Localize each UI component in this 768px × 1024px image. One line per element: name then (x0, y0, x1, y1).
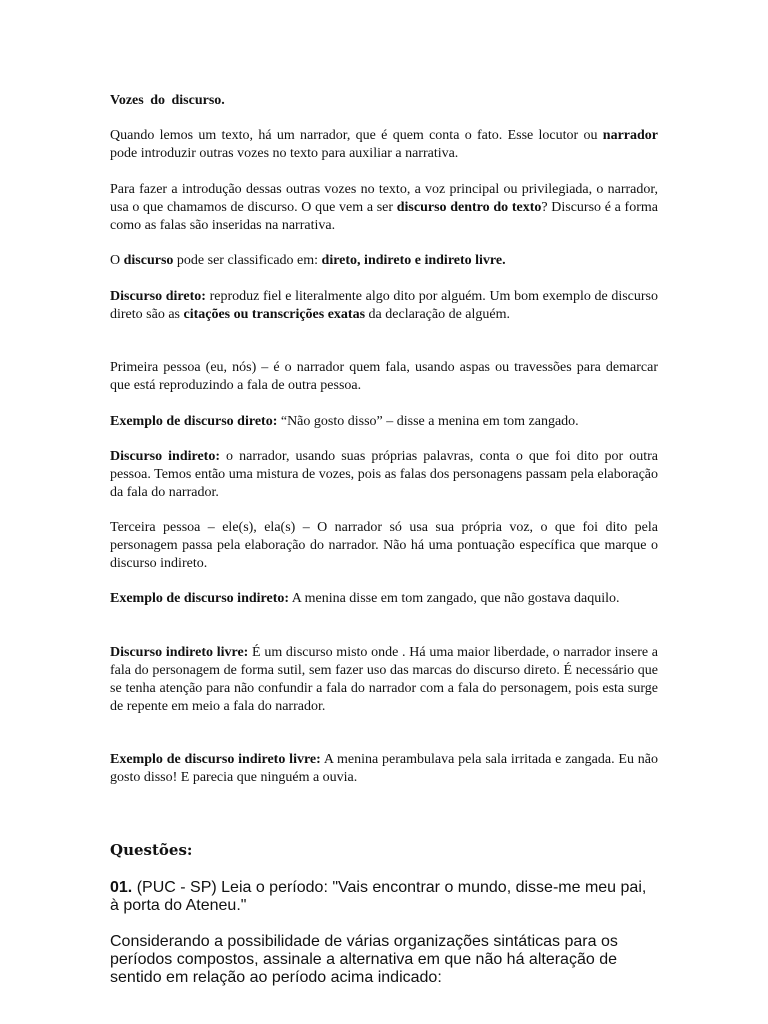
question-1-statement (110, 933, 658, 987)
bold-text: narrador (602, 128, 658, 143)
paragraph-direct-speech (110, 288, 658, 324)
bold-text: Exemplo de discurso indireto livre: (110, 752, 321, 767)
text: Para fazer a introdução dessas outras vozes no texto, a voz principal ou privilegiada, o narrador, usa o que chamamos de discurso. O que vem a ser (110, 182, 658, 215)
questions-heading: Questões: (110, 841, 193, 859)
paragraph-free-indirect-example (110, 751, 658, 787)
bold-text: discurso (123, 253, 174, 268)
text: o narrador, usando suas próprias palavras, conta o que foi dito por outra pessoa. Temos então uma mistura de vozes, pois as falas dos personagens passam pela elaboração da fala do narrador. (110, 449, 659, 500)
bold-text: Exemplo de discurso indireto: (110, 591, 290, 606)
text: “Não gosto disso” – disse a menina em tom zangado. (277, 414, 579, 429)
bold-text: discurso dentro do texto (396, 200, 542, 215)
paragraph-first-person (110, 359, 658, 395)
paragraph-classification (110, 252, 658, 270)
bold-text: direto, indireto e indireto livre. (321, 253, 506, 268)
text: O (110, 253, 124, 268)
paragraph-third-person (110, 519, 658, 573)
text: pode introduzir outras vozes no texto para auxiliar a narrativa. (110, 146, 459, 161)
paragraph-indirect-example (110, 590, 658, 608)
paragraph-free-indirect-speech (110, 644, 658, 716)
text: da declaração de alguém. (365, 307, 511, 322)
text: Primeira pessoa (eu, nós) – é o narrador quem fala, usando aspas ou travessões para demarcar que está reproduzindo a fala de outra pessoa. (110, 360, 658, 393)
text: (PUC - SP) Leia o período: "Vais encontrar o mundo, disse-me meu pai, à porta do Ateneu." (110, 879, 647, 914)
bold-text: Discurso indireto: (110, 449, 221, 464)
text: A menina perambulava pela sala irritada e zangada. Eu não gosto disso! E parecia que ninguém a ouvia. (110, 752, 658, 785)
question-number: 01. (110, 879, 133, 896)
text: Considerando a possibilidade de várias organizações sintáticas para os períodos compostos, assinale a alternativa em que não há alteração de sentido em relação ao período acima indicado: (110, 933, 618, 986)
paragraph-indirect-speech (110, 448, 658, 502)
page-title: Vozes do discurso. (110, 93, 225, 108)
bold-text: citações ou transcrições exatas (183, 307, 366, 322)
text: A menina disse em tom zangado, que não gostava daquilo. (289, 591, 620, 606)
paragraph-discourse-intro (110, 181, 658, 235)
text: reproduz fiel e literalmente algo dito por alguém. Um bom exemplo de discurso direto são as (110, 289, 658, 322)
text: ? Discurso é a forma como as falas são inseridas na narrativa. (110, 200, 658, 233)
bold-text: Discurso direto: (110, 289, 206, 304)
text: pode ser classificado em: (173, 253, 322, 268)
text: É um discurso misto onde . Há uma maior liberdade, o narrador insere a fala do personagem de forma sutil, sem fazer uso das marcas do discurso direto. É necessário que se tenha atenção para não confundir a fala do narrador com a fala do personagem, pois esta surge de repente em meio a fala do narrador. (110, 645, 658, 714)
bold-text: Discurso indireto livre: (110, 645, 249, 660)
text: Terceira pessoa – ele(s), ela(s) – O narrador só usa sua própria voz, o que foi dito pela personagem passa pela elaboração do narrador. Não há uma pontuação específica que marque o discurso indireto. (110, 520, 658, 571)
bold-text: Exemplo de discurso direto: (110, 414, 278, 429)
text: Quando lemos um texto, há um narrador, que é quem conta o fato. Esse locutor ou (110, 128, 603, 143)
paragraph-intro (110, 127, 658, 163)
question-1-prompt (110, 879, 658, 915)
paragraph-direct-example (110, 413, 658, 431)
